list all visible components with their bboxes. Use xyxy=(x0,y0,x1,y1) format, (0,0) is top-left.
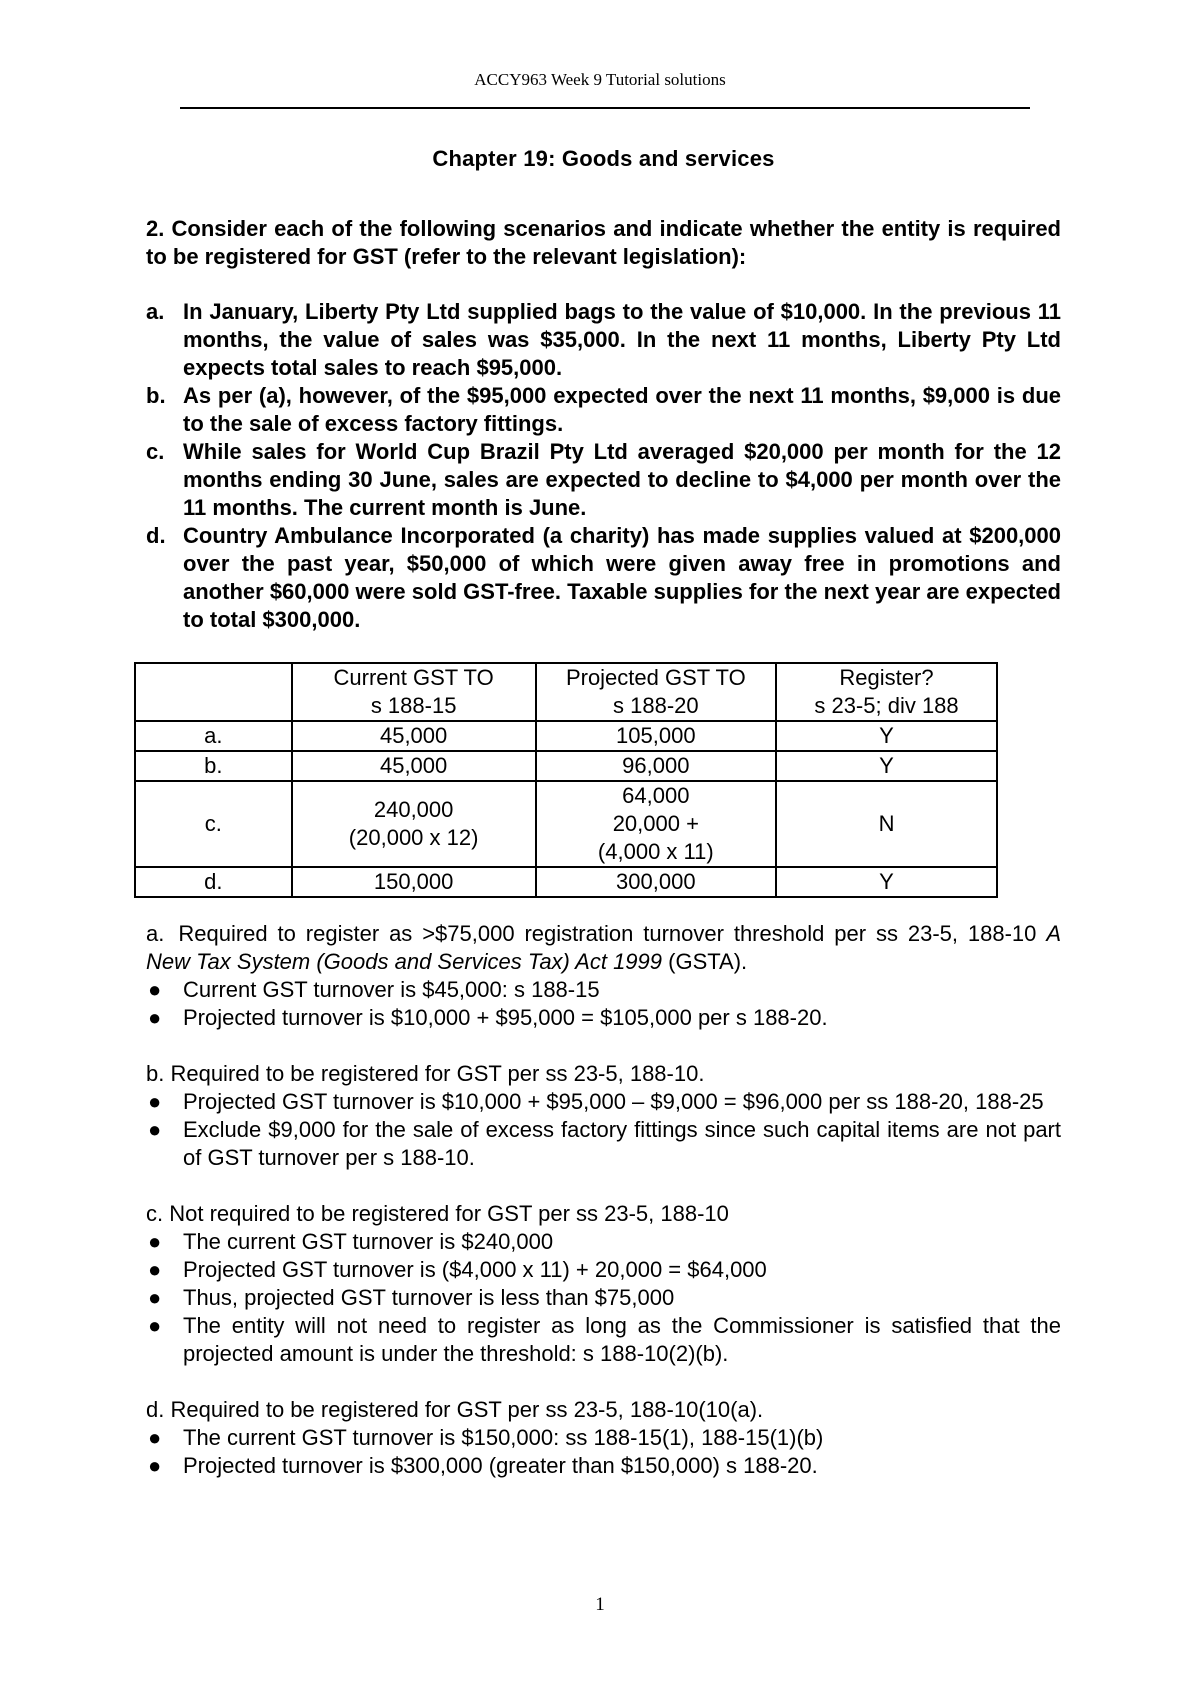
cell-line: (4,000 x 11) xyxy=(597,839,714,864)
register-cell: Y xyxy=(776,721,997,751)
scenario-item xyxy=(146,438,1061,522)
row-label: a. xyxy=(135,721,292,751)
header-cell-blank xyxy=(135,663,292,721)
bullet-icon: ● xyxy=(148,1285,162,1310)
answer-intro xyxy=(146,920,1061,976)
current-cell xyxy=(292,721,536,751)
cell-line: 150,000 xyxy=(373,869,454,894)
scenario-letter: c. xyxy=(146,439,165,464)
projected-cell xyxy=(536,721,776,751)
bullet-icon: ● xyxy=(148,977,162,1002)
list-item xyxy=(146,1452,1061,1480)
register-cell: N xyxy=(776,781,997,867)
bullet-icon: ● xyxy=(148,1089,162,1114)
bullet-icon: ● xyxy=(148,1453,162,1478)
register-cell: Y xyxy=(776,751,997,781)
answer-bullets xyxy=(146,1228,1061,1368)
answer-bullets xyxy=(146,1088,1061,1172)
scenario-text: As per (a), however, of the $95,000 expected over the next 11 months, $9,000 is due to the sale of excess factory fittings. xyxy=(183,383,1061,436)
current-cell xyxy=(292,867,536,897)
answer-b xyxy=(146,1060,1061,1172)
projected-cell xyxy=(536,781,776,867)
scenario-letter: d. xyxy=(146,523,166,548)
bullet-text: Projected GST turnover is ($4,000 x 11) + 20,000 = $64,000 xyxy=(183,1257,767,1282)
chapter-title: Chapter 19: Goods and services xyxy=(432,146,775,171)
cell-line: 64,000 xyxy=(622,783,690,808)
header-cell-register xyxy=(776,663,997,721)
table-row xyxy=(135,781,997,867)
current-cell xyxy=(292,751,536,781)
header-line: Projected GST TO xyxy=(565,665,746,690)
answer-intro-main: Required to register as >$75,000 registration turnover threshold per ss 23-5, 188-10 xyxy=(178,921,1047,946)
bullet-text: The current GST turnover is $240,000 xyxy=(183,1229,554,1254)
row-label: d. xyxy=(135,867,292,897)
register-cell: Y xyxy=(776,867,997,897)
bullet-text: Exclude $9,000 for the sale of excess factory fittings since such capital items are not part of GST turnover per s 188-10. xyxy=(183,1117,1061,1170)
bullet-icon: ● xyxy=(148,1117,162,1142)
scenario-text: While sales for World Cup Brazil Pty Ltd averaged $20,000 per month for the 12 months ending 30 June, sales are expected to decline to $4,000 per month over the 11 months. The current month is June. xyxy=(183,439,1061,520)
answer-bullets xyxy=(146,976,1061,1032)
scenario-text: In January, Liberty Pty Ltd supplied bags to the value of $10,000. In the previous 11 months, the value of sales was $35,000. In the next 11 months, Liberty Pty Ltd expects total sales to reach $95,000. xyxy=(183,299,1061,380)
header-rule xyxy=(180,107,1030,109)
list-item xyxy=(146,1256,1061,1284)
table-row xyxy=(135,867,997,897)
scenario-item xyxy=(146,522,1061,634)
row-label: c. xyxy=(135,781,292,867)
cell-line: (20,000 x 12) xyxy=(348,825,479,850)
cell-line: 45,000 xyxy=(379,723,448,748)
answer-c xyxy=(146,1200,1061,1368)
bullet-icon: ● xyxy=(148,1229,162,1254)
scenario-text: Country Ambulance Incorporated (a charity) has made supplies valued at $200,000 over the past year, $50,000 of which were given away free in promotions and another $60,000 were sold GST-free. Taxable supplies for the next year are expected to total $300,000. xyxy=(183,523,1061,632)
answer-d xyxy=(146,1396,1061,1480)
projected-cell xyxy=(536,751,776,781)
answer-intro-suffix: (GSTA). xyxy=(662,949,748,974)
bullet-text: Projected turnover is $300,000 (greater than $150,000) s 188-20. xyxy=(183,1453,818,1478)
bullet-text: Projected GST turnover is $10,000 + $95,000 – $9,000 = $96,000 per ss 188-20, 188-25 xyxy=(183,1089,1044,1114)
list-item xyxy=(146,1424,1061,1452)
page-number: 1 xyxy=(595,1594,605,1615)
header-line: s 23-5; div 188 xyxy=(814,693,959,718)
bullet-text: The entity will not need to register as long as the Commissioner is satisfied that the projected amount is under the threshold: s 188-10(2)(b). xyxy=(183,1313,1061,1366)
list-item xyxy=(146,1228,1061,1256)
cell-line: 20,000 + xyxy=(612,811,699,836)
question-text: 2. Consider each of the following scenarios and indicate whether the entity is required to be registered for GST (refer to the relevant legislation): xyxy=(146,216,1061,269)
list-item xyxy=(146,1116,1061,1172)
scenario-list xyxy=(146,298,1061,634)
answer-intro: d. Required to be registered for GST per ss 23-5, 188-10(10(a). xyxy=(146,1397,764,1422)
list-item xyxy=(146,1312,1061,1368)
bullet-text: Thus, projected GST turnover is less than $75,000 xyxy=(183,1285,675,1310)
bullet-text: The current GST turnover is $150,000: ss 188-15(1), 188-15(1)(b) xyxy=(183,1425,824,1450)
bullet-icon: ● xyxy=(148,1313,162,1338)
bullet-icon: ● xyxy=(148,1257,162,1282)
header-line: s 188-15 xyxy=(370,693,457,718)
list-item xyxy=(146,1088,1061,1116)
scenario-letter: a. xyxy=(146,299,165,324)
list-item xyxy=(146,1284,1061,1312)
cell-line: 105,000 xyxy=(616,723,696,748)
current-cell xyxy=(292,781,536,867)
scenario-letter: b. xyxy=(146,383,166,408)
bullet-text: Projected turnover is $10,000 + $95,000 = $105,000 per s 188-20. xyxy=(183,1005,828,1030)
answer-intro: b. Required to be registered for GST per ss 23-5, 188-10. xyxy=(146,1061,705,1086)
row-label: b. xyxy=(135,751,292,781)
act-title: A New Tax System (Goods and Services Tax) Act 1999 xyxy=(146,921,1061,974)
list-item xyxy=(146,976,1061,1004)
document-body xyxy=(146,145,1061,1508)
header-line: Register? xyxy=(839,665,934,690)
answer-a xyxy=(146,920,1061,1032)
table-row xyxy=(135,751,997,781)
cell-line: 96,000 xyxy=(622,753,690,778)
header-line: s 188-20 xyxy=(613,693,699,718)
cell-line: 240,000 xyxy=(373,797,454,822)
answer-bullets xyxy=(146,1424,1061,1480)
table-header-row xyxy=(135,663,997,721)
list-item xyxy=(146,1004,1061,1032)
table-row xyxy=(135,721,997,751)
answer-intro: c. Not required to be registered for GST per ss 23-5, 188-10 xyxy=(146,1201,729,1226)
bullet-icon: ● xyxy=(148,1005,162,1030)
projected-cell xyxy=(536,867,776,897)
header-line: Current GST TO xyxy=(333,665,494,690)
bullet-icon: ● xyxy=(148,1425,162,1450)
header-cell-current xyxy=(292,663,536,721)
scenario-item xyxy=(146,382,1061,438)
running-header: ACCY963 Week 9 Tutorial solutions xyxy=(474,70,726,89)
header-cell-projected xyxy=(536,663,776,721)
gst-turnover-table xyxy=(134,662,998,898)
cell-line: 45,000 xyxy=(379,753,448,778)
bullet-text: Current GST turnover is $45,000: s 188-15 xyxy=(183,977,600,1002)
scenario-item xyxy=(146,298,1061,382)
answer-letter: a. xyxy=(146,921,165,946)
cell-line: 300,000 xyxy=(616,869,696,894)
